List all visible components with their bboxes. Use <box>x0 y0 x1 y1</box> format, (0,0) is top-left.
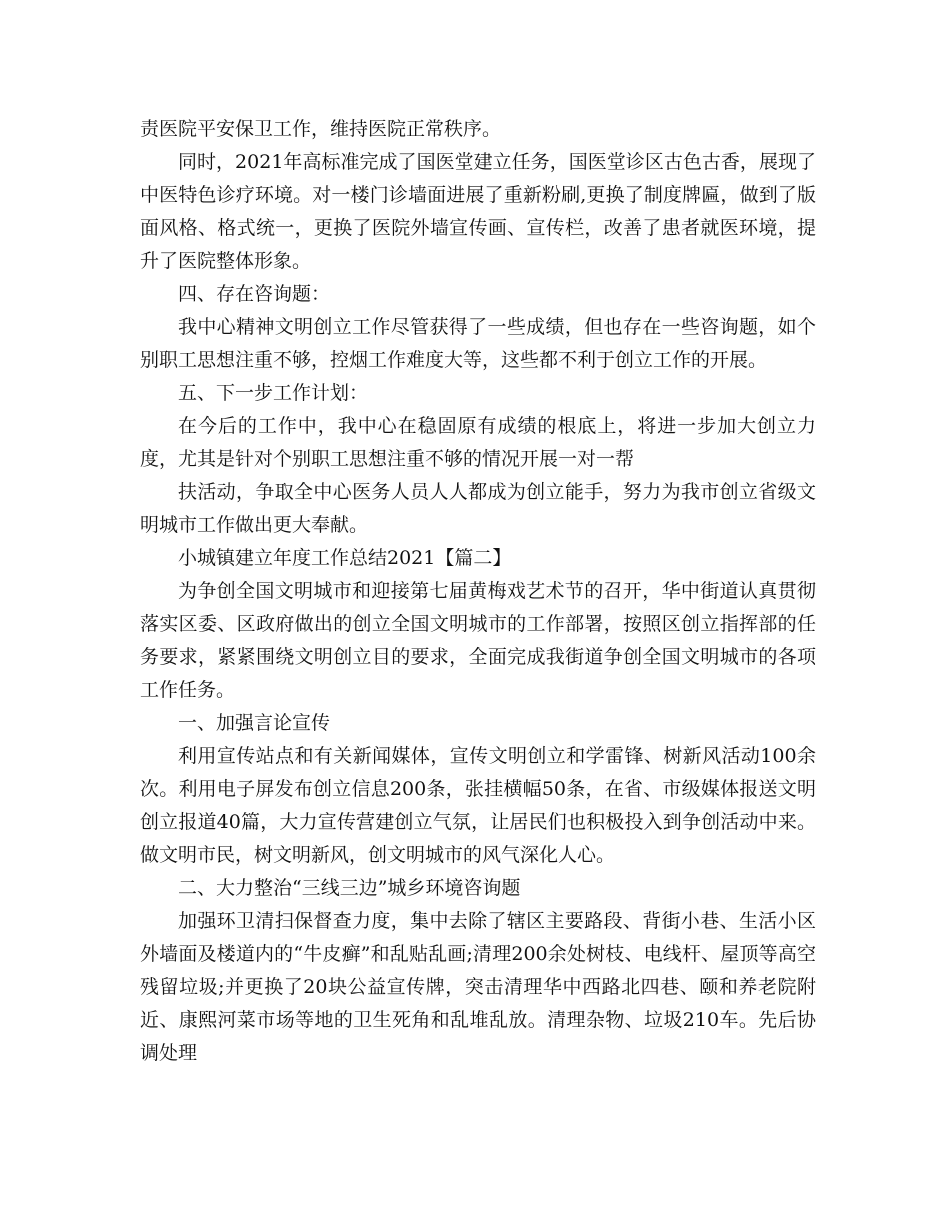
paragraph: 加强环卫清扫保督查力度，集中去除了辖区主要路段、背街小巷、生活小区外墙面及楼道内的“牛皮癣”和乱贴乱画;清理200余处树枝、电线杆、屋顶等高空残留垃圾;并更换了20块公益宣传牌，突击清理华中西路北四巷、颐和养老院附近、康熙河菜市场等地的卫生死角和乱堆乱放。清理杂物、垃圾210车。先后协调处理 <box>140 910 816 1064</box>
section-heading: 五、下一步工作计划： <box>178 382 369 404</box>
section-heading: 一、加强言论宣传 <box>178 712 331 734</box>
section-heading: 二、大力整治“三线三边”城乡环境咨询题 <box>178 877 521 899</box>
document-body <box>140 113 816 1070</box>
paragraph: 扶活动，争取全中心医务人员人人都成为创立能手，努力为我市创立省级文明城市工作做出更大奉献。 <box>140 481 816 536</box>
paragraph: 责医院平安保卫工作，维持医院正常秩序。 <box>140 118 502 140</box>
paragraph: 我中心精神文明创立工作尽管获得了一些成绩，但也存在一些咨询题，如个别职工思想注重不够，控烟工作难度大等，这些都不利于创立工作的开展。 <box>140 316 816 371</box>
paragraph: 同时，2021年高标准完成了国医堂建立任务，国医堂诊区古色古香，展现了中医特色诊疗环境。对一楼门诊墙面进展了重新粉刷,更换了制度牌匾，做到了版面风格、格式统一，更换了医院外墙宣传画、宣传栏，改善了患者就医环境，提升了医院整体形象。 <box>140 151 816 272</box>
document-title: 小城镇建立年度工作总结2021【篇二】 <box>178 547 512 569</box>
section-heading: 四、存在咨询题： <box>178 283 331 305</box>
paragraph: 利用宣传站点和有关新闻媒体，宣传文明创立和学雷锋、树新风活动100余次。利用电子屏发布创立信息200条，张挂横幅50条，在省、市级媒体报送文明创立报道40篇，大力宣传营建创立气氛，让居民们也积极投入到争创活动中来。做文明市民，树文明新风，创文明城市的风气深化人心。 <box>140 745 816 866</box>
paragraph: 在今后的工作中，我中心在稳固原有成绩的根底上，将进一步加大创立力度，尤其是针对个别职工思想注重不够的情况开展一对一帮 <box>140 415 816 470</box>
paragraph: 为争创全国文明城市和迎接第七届黄梅戏艺术节的召开，华中街道认真贯彻落实区委、区政府做出的创立全国文明城市的工作部署，按照区创立指挥部的任务要求，紧紧围绕文明创立目的要求，全面完成我街道争创全国文明城市的各项工作任务。 <box>140 580 816 701</box>
